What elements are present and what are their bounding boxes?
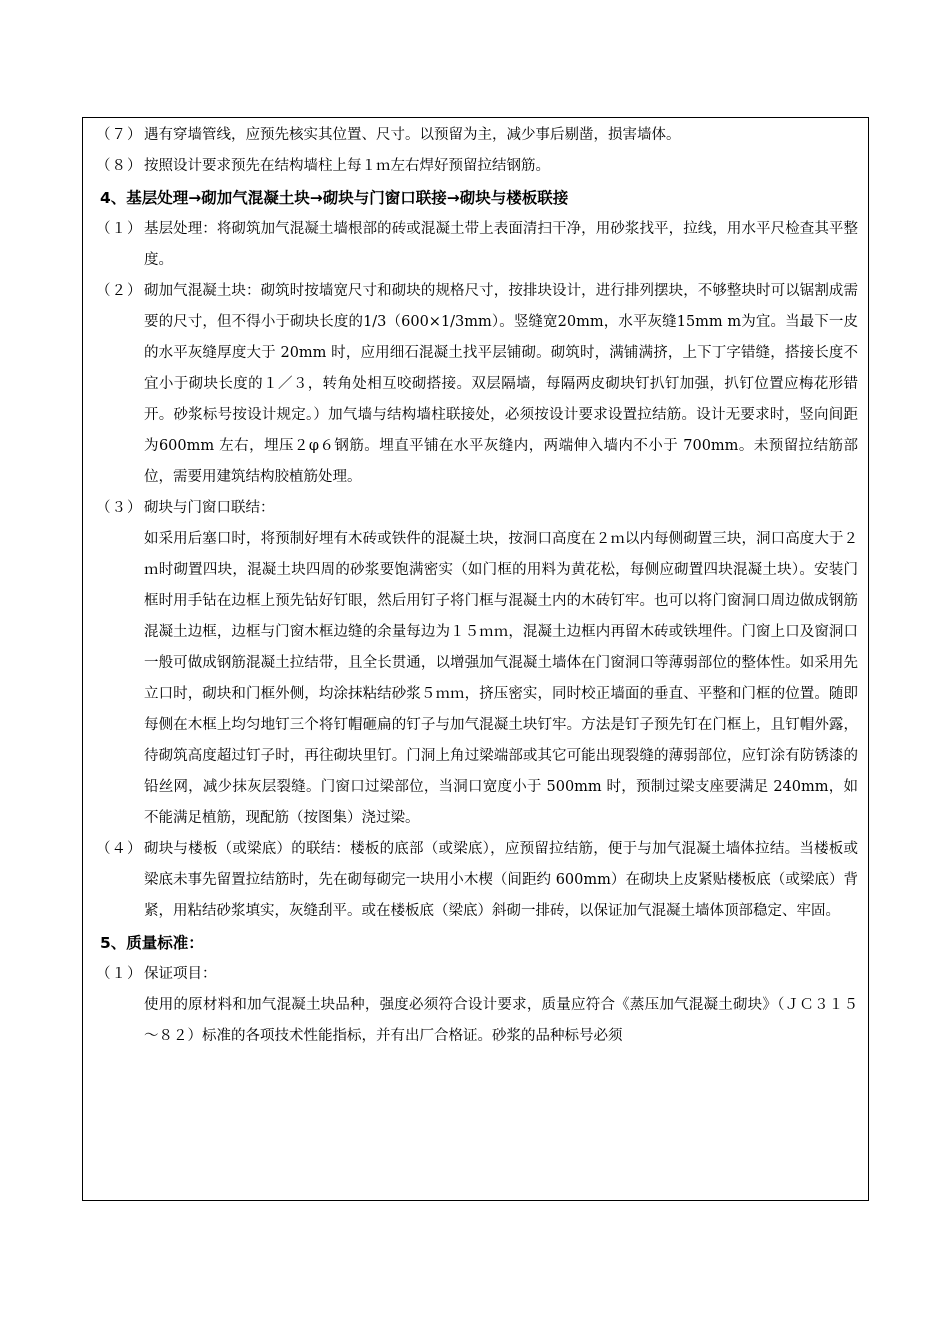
item-7 [96,120,858,151]
quality-item-1-body: 使用的原材料和加气混凝土块品种，强度必须符合设计要求，质量应符合《蒸压加气混凝土砌块》（ＪＣ３１５～８２）标准的各项技术性能指标，并有出厂合格证。砂浆的品种标号必须 [144,997,858,1044]
item-number: （３） [96,500,143,516]
item-text: 砌块与楼板（或梁底）的联结：楼板的底部（或梁底），应预留拉结筋，便于与加气混凝土墙体拉结。当楼板或梁底未事先留置拉结筋时，先在砌每砌完一块用小木楔（间距约 600mm）在砌块上皮紧贴楼板底（或梁底）背紧，用粘结砂浆填实，灰缝刮平。或在楼板底（梁底）斜砌一排砖，以保证加气混凝土墙体顶部稳定、牢固。 [144,841,858,919]
item-text: 砌块与门窗口联结： [144,500,275,516]
quality-item-1 [96,959,858,990]
item-number: （１） [96,966,143,982]
item-number: （１） [96,221,143,237]
document-body [96,120,858,1052]
item-number: （２） [96,283,143,299]
item-text: 基层处理：将砌筑加气混凝土墙根部的砖或混凝土带上表面清扫干净，用砂浆找平，拉线，用水平尺检查其平整度。 [144,221,858,268]
item-number: （８） [96,158,143,174]
step-4 [96,834,858,927]
section-heading-4: 4、基层处理→砌加气混凝土块→砌块与门窗口联接→砌块与楼板联接 [100,189,569,207]
item-text: 遇有穿墙管线，应预先核实其位置、尺寸。以预留为主，减少事后剔凿，损害墙体。 [144,127,681,143]
item-text: 按照设计要求预先在结构墙柱上每１ｍ左右焊好预留拉结钢筋。 [144,158,550,174]
item-text: 砌加气混凝土块：砌筑时按墙宽尺寸和砌块的规格尺寸，按排块设计，进行排列摆块，不够整块时可以锯割成需要的尺寸，但不得小于砌块长度的1/3（600×1/3mm）。竖缝宽20mm，水平灰缝15mm m为宜。当最下一皮的水平灰缝厚度大于 20mm 时，应用细石混凝土找平层铺砌。砌筑时，满铺满挤，上下丁字错缝，搭接长度不宜小于砌块长度的１／３，转角处相互咬砌搭接。双层隔墙，每隔两皮砌块钉扒钉加强，扒钉位置应梅花形错开。砂浆标号按设计规定。）加气墙与结构墙柱联接处，必须按设计要求设置拉结筋。设计无要求时，竖向间距为600mm 左右，埋压２φ６钢筋。埋直平铺在水平灰缝内，两端伸入墙内不小于 700mm。未预留拉结筋部位，需要用建筑结构胶植筋处理。 [144,283,858,485]
item-number: （４） [96,841,143,857]
step-2 [96,276,858,493]
step-1 [96,214,858,276]
item-number: （７） [96,127,143,143]
step-3 [96,493,858,524]
section-heading-5: 5、质量标准： [100,934,204,952]
step-3-body: 如采用后塞口时，将预制好埋有木砖或铁件的混凝土块，按洞口高度在２ｍ以内每侧砌置三块，洞口高度大于２ｍ时砌置四块，混凝土块四周的砂浆要饱满密实（如门框的用料为黄花松，每侧应砌置四块混凝土块）。安装门框时用手钻在边框上预先钻好钉眼，然后用钉子将门框与混凝土内的木砖钉牢。也可以将门窗洞口周边做成钢筋混凝土边框，边框与门窗木框边缝的余量每边为１５ｍｍ，混凝土边框内再留木砖或铁埋件。门窗上口及窗洞口一般可做成钢筋混凝土拉结带，且全长贯通，以增强加气混凝土墙体在门窗洞口等薄弱部位的整体性。如采用先立口时，砌块和门框外侧，均涂抹粘结砂浆５ｍｍ，挤压密实，同时校正墙面的垂直、平整和门框的位置。随即每侧在木框上均匀地钉三个将钉帽砸扁的钉子与加气混凝土块钉牢。方法是钉子预先钉在门框上，且钉帽外露，待砌筑高度超过钉子时，再往砌块里钉。门洞上角过梁端部或其它可能出现裂缝的薄弱部位，应钉涂有防锈漆的铅丝网，减少抹灰层裂缝。门窗口过梁部位，当洞口宽度小于 500mm 时，预制过梁支座要满足 240mm，如不能满足植筋，现配筋（按图集）浇过梁。 [144,531,858,826]
item-8 [96,151,858,182]
item-text: 保证项目： [144,966,217,982]
frame-bottom-border [82,1200,869,1201]
